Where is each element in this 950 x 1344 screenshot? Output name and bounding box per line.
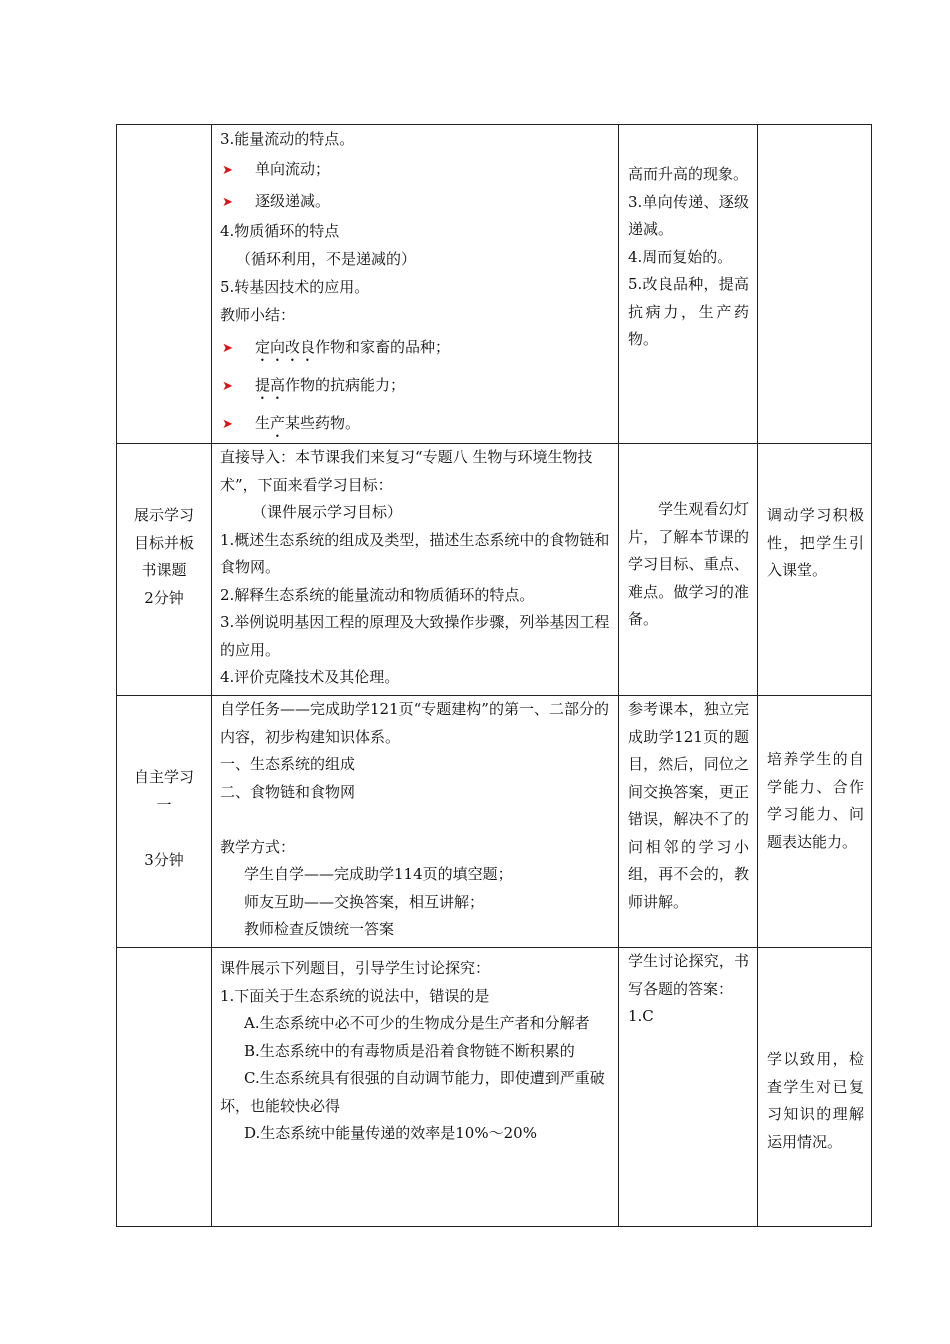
text-line: 学生讨论探究，书写各题的答案： [628, 952, 749, 998]
stage-cell [117, 125, 212, 444]
text-line: 1.概述生态系统的组成及类型，描述生态系统中的食物链和食物网。 [220, 530, 610, 576]
stage-cell [117, 948, 212, 1227]
stage-label: 自主学习 [133, 768, 194, 786]
design-intent-cell [758, 444, 872, 696]
text-line: （课件展示学习目标） [252, 503, 403, 521]
student-activity-cell [619, 948, 758, 1227]
student-activity-cell [619, 444, 758, 696]
text-line: 5.改良品种，提高抗病力，生产药物。 [628, 275, 749, 348]
text-line: 1.C [628, 1007, 654, 1025]
text-line: 课件展示下列题目，引导学生讨论探究： [220, 959, 491, 977]
text-line: 培养学生的自学能力、合作学习能力、问题表达能力。 [767, 750, 864, 851]
list-item: ➤ 生产某些药物。 [220, 405, 612, 443]
text-line: 1.下面关于生态系统的说法中，错误的是 [220, 986, 490, 1005]
text-line: 学以致用，检查学生对已复习知识的理解运用情况。 [767, 1050, 864, 1151]
text-line: 2.解释生态系统的能量流动和物质循环的特点。 [220, 585, 535, 604]
list-item: ➤ 定向改良作物和家畜的品种； [220, 329, 612, 367]
table-row [117, 696, 872, 948]
text-line: 4.评价克隆技术及其伦理。 [220, 668, 400, 686]
arrow-bullet-icon: ➤ [222, 379, 233, 394]
text-line: 3.单向传递、逐级递减。 [628, 192, 749, 238]
arrow-bullet-icon: ➤ [222, 341, 233, 356]
text-line: C.生态系统具有很强的自动调节能力，即使遭到严重破坏，也能较快必得 [220, 1069, 605, 1115]
stage-label: 一 [156, 795, 172, 814]
teacher-activity-cell [212, 696, 619, 948]
text-line: 自学任务——完成助学121页“专题建构”的第一、二部分的内容，初步构建知识体系。 [220, 700, 609, 746]
arrow-bullet-icon: ➤ [222, 417, 233, 432]
stage-time: 3分钟 [144, 850, 184, 869]
text-line: 二、食物链和食物网 [220, 782, 356, 801]
text-line: 4.周而复始的。 [628, 247, 733, 266]
text-line: 直接导入：本节课我们来复习“专题八 生物与环境生物技术”，下面来看学习目标： [220, 448, 593, 494]
text-line: 4.物质循环的特点 [220, 222, 340, 240]
stage-label: 展示学习 [133, 506, 194, 524]
text-line: 高而升高的现象。 [628, 165, 749, 183]
text-line: 3.能量流动的特点。 [220, 130, 355, 148]
text-line: 教师小结： [220, 306, 296, 324]
stage-cell [117, 696, 212, 948]
design-intent-cell [758, 125, 872, 444]
stage-label: 书课题 [141, 561, 187, 579]
list-item: ➤ 单向流动； [220, 153, 612, 187]
teacher-activity-cell [212, 444, 619, 696]
design-intent-cell [758, 696, 872, 948]
text-line: 3.举例说明基因工程的原理及大致操作步骤，列举基因工程的应用。 [220, 613, 610, 659]
text-line: 师友互助——交换答案，相互讲解； [244, 892, 485, 911]
table-row [117, 444, 872, 696]
text-line: 调动学习积极性，把学生引入课堂。 [767, 506, 864, 579]
text-line: 教师检查反馈统一答案 [244, 920, 395, 938]
stage-label [121, 819, 207, 847]
text-line [220, 806, 612, 834]
design-intent-cell [758, 948, 872, 1227]
text-line: 一、生态系统的组成 [220, 755, 356, 773]
text-line: 学生观看幻灯片，了解本节课的学习目标、重点、难点。做学习的准备。 [628, 500, 749, 628]
list-item: ➤ 提高作物的抗病能力； [220, 367, 612, 405]
text-line: 参考课本，独立完成助学121页的题目，然后，同位之间交换答案，更正错误，解决不了的问相邻的学习小组，再不会的，教师讲解。 [628, 700, 749, 911]
stage-cell [117, 444, 212, 696]
text-line: D.生态系统中能量传递的效率是10%～20% [244, 1124, 537, 1142]
lesson-plan-table [116, 124, 872, 1227]
student-activity-cell [619, 696, 758, 948]
stage-time: 2分钟 [144, 588, 184, 607]
teacher-activity-cell [212, 948, 619, 1227]
arrow-bullet-icon: ➤ [222, 163, 233, 178]
table-row [117, 125, 872, 444]
text-line: 5.转基因技术的应用。 [220, 278, 370, 296]
text-line: 教学方式： [220, 837, 296, 856]
stage-label: 目标并板 [133, 533, 194, 552]
text-line: B.生态系统中的有毒物质是沿着食物链不断积累的 [244, 1041, 575, 1060]
teacher-activity-cell [212, 125, 619, 444]
student-activity-cell [619, 125, 758, 444]
arrow-bullet-icon: ➤ [222, 195, 233, 210]
table-row [117, 948, 872, 1227]
text-line: A.生态系统中必不可少的生物成分是生产者和分解者 [244, 1014, 590, 1032]
text-line: 学生自学——完成助学114页的填空题； [244, 865, 513, 883]
list-item: ➤ 逐级递减。 [220, 187, 612, 217]
text-line: （循环利用，不是递减的） [236, 250, 417, 268]
